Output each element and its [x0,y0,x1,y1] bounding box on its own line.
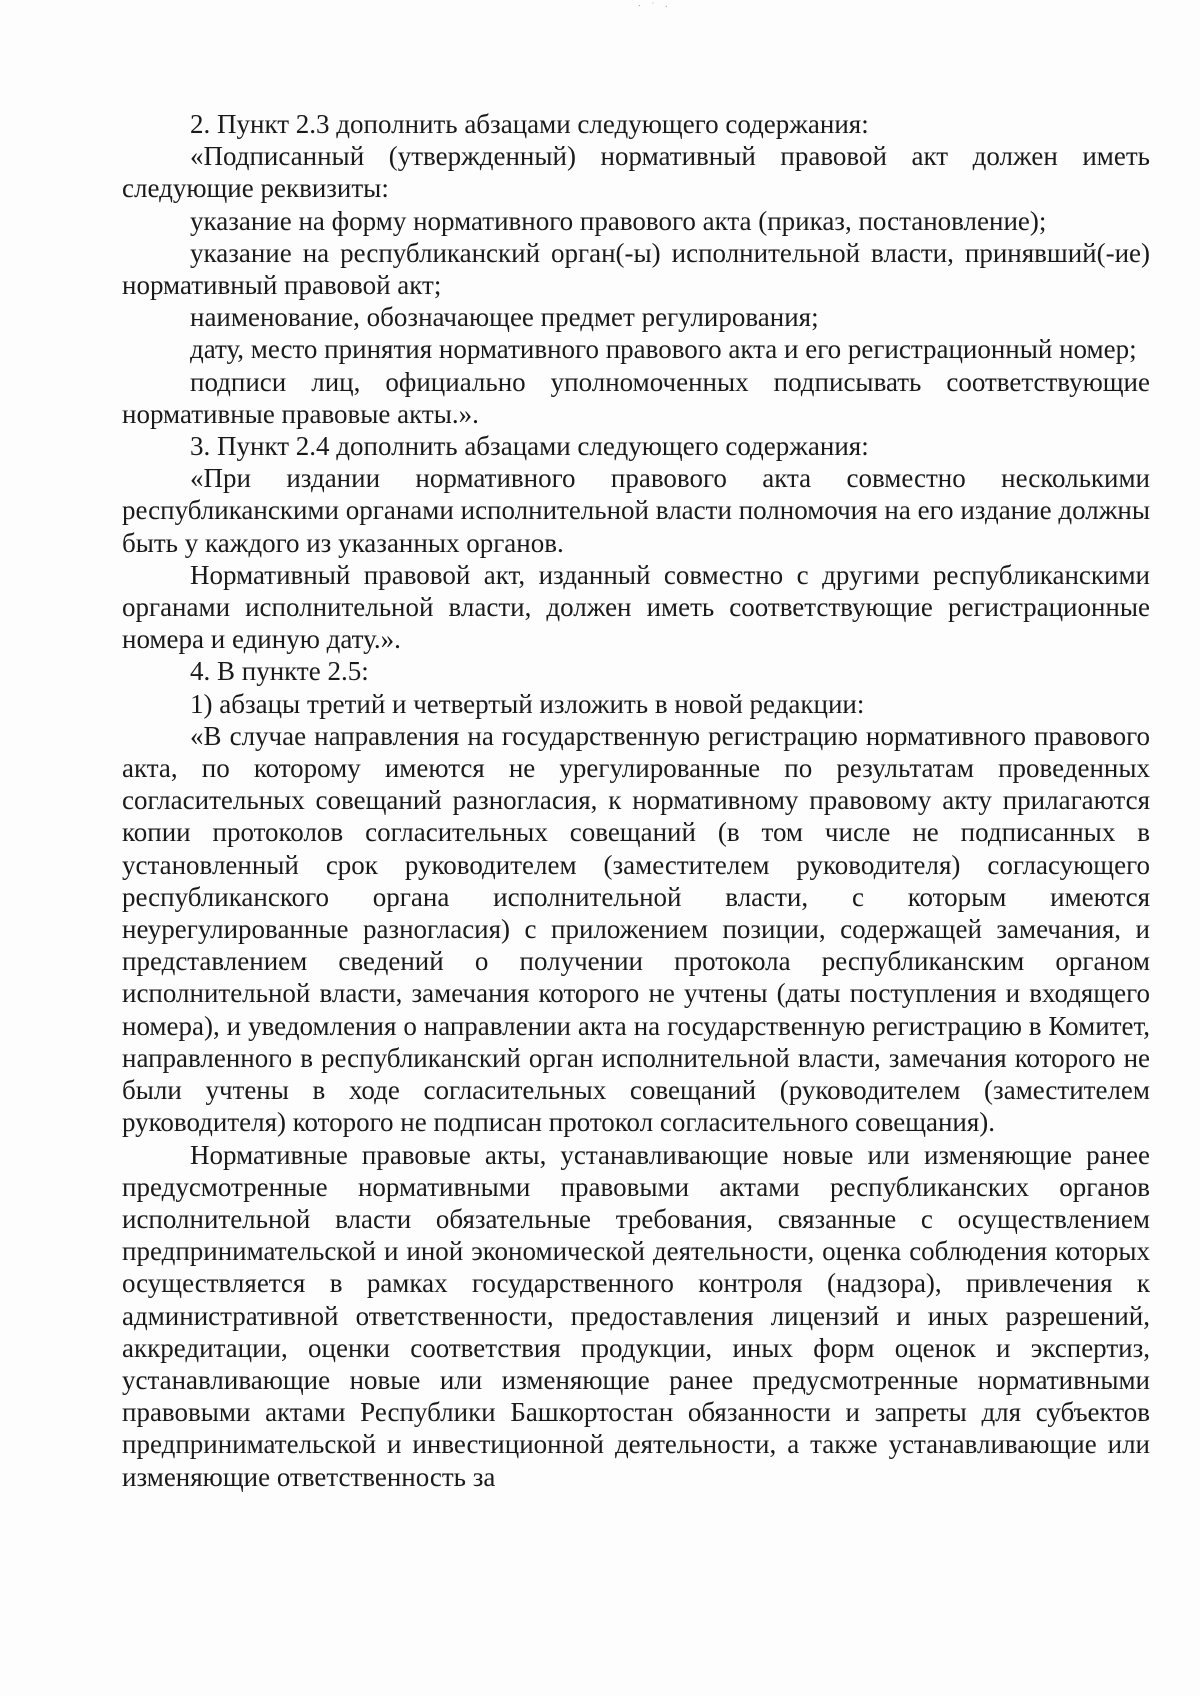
paragraph-registration-case: «В случае направления на государственную регистрацию нормативного правового акта, по которому имеются не урегулированные по результатам проведенных согласительных совещаний разногласия, к нормативному правовому акту прилагаются копии протоколов согласительных совещаний (в том числе не подписанных в установленный срок руководителем (заместителем руководителя) согласующего республиканского органа исполнительной власти, с которым имеются неурегулированные разногласия) с приложением позиции, содержащей замечания, и представлением сведений о получении протокола республиканским органом исполнительной власти, замечания которого не учтены (даты поступления и входящего номера), и уведомления о направлении акта на государственную регистрацию в Комитет, направленного в республиканский орган исполнительной власти, замечания которого не были учтены в ходе согласительных совещаний (руководителем (заместителем руководителя) которого не подписан протокол согласительного совещания). [122,720,1150,1138]
paragraph-form-indication: указание на форму нормативного правового акта (приказ, постановление); [190,205,1047,236]
paragraph-joint-issue: «При издании нормативного правового акта совместно несколькими республиканскими органами исполнительной власти полномочия на его издание должны быть у каждого из указанных органов. [122,463,1150,558]
scan-artifact: ˑ ˙ · [638,2,671,13]
paragraph-subitem-1: 1) абзацы третий и четвертый изложить в новой редакции: [190,688,865,719]
paragraph-signatures: подписи лиц, официально уполномоченных подписывать соответствующие нормативные правовые акты.». [122,366,1150,429]
paragraph-item-2: 2. Пункт 2.3 дополнить абзацами следующего содержания: [190,109,869,139]
paragraph-quote-requisites: «Подписанный (утвержденный) нормативный правовой акт должен иметь следующие реквизиты: [122,141,1150,204]
paragraph-date-place: дату, место принятия нормативного правового акта и его регистрационный номер; [190,334,1137,365]
paragraph-item-3: 3. Пункт 2.4 дополнить абзацами следующего содержания: [190,431,869,462]
document-body [122,108,1150,1493]
paragraph-item-4: 4. В пункте 2.5: [190,656,369,687]
paragraph-mandatory-requirements: Нормативные правовые акты, устанавливающие новые или изменяющие ранее предусмотренные нормативными правовыми актами республиканских органов исполнительной власти обязательные требования, связанные с осуществлением предпринимательской и иной экономической деятельности, оценка соблюдения которых осуществляется в рамках государственного контроля (надзора), привлечения к административной ответственности, предоставления лицензий и иных разрешений, аккредитации, оценки соответствия продукции, иных форм оценок и экспертиз, устанавливающие новые или изменяющие ранее предусмотренные нормативными правовыми актами Республики Башкортостан обязанности и запреты для субъектов предпринимательской и инвестиционной деятельности, а также устанавливающие или изменяющие ответственность за [122,1139,1150,1492]
paragraph-authority-indication: указание на республиканский орган(-ы) исполнительной власти, принявший(-ие) нормативный правовой акт; [122,237,1150,301]
paragraph-title: наименование, обозначающее предмет регулирования; [190,302,819,333]
paragraph-joint-act: Нормативный правовой акт, изданный совместно с другими республиканскими органами исполнительной власти, должен иметь соответствующие регистрационные номера и единую дату.». [122,559,1150,655]
